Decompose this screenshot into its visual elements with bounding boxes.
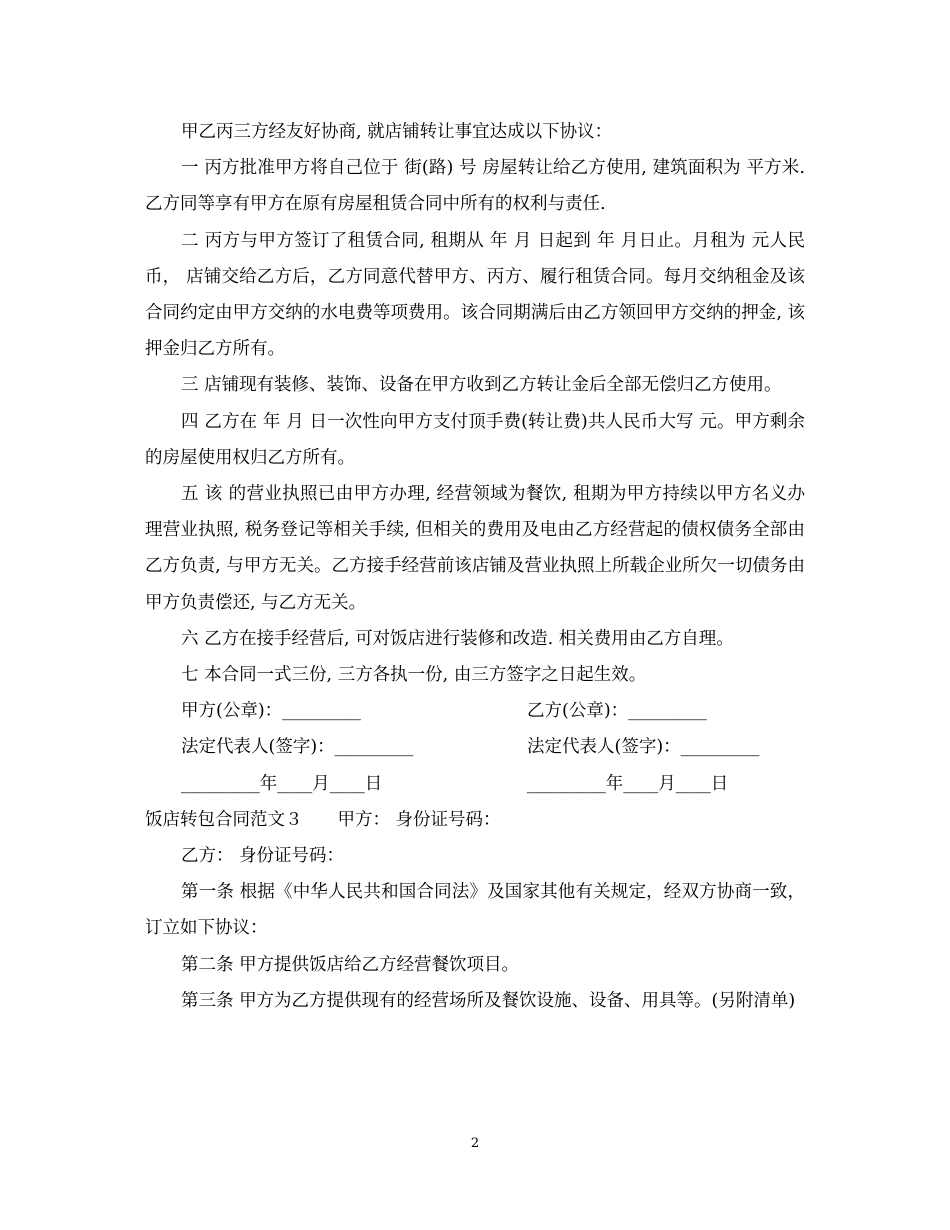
party-b-rep-field: 法定代表人(签字)：_________ [527, 737, 760, 758]
article-1: 第一条 根据《中华人民共和国合同法》及国家其他有关规定，经双方协商一致，订立如下协议： [145, 882, 805, 939]
page-number: 2 [470, 1136, 480, 1151]
signature-date-row [145, 766, 805, 802]
article-2: 第二条 甲方提供饭店给乙方经营餐饮项目。 [181, 954, 520, 975]
party-b-seal-field: 乙方(公章)：_________ [527, 701, 707, 722]
party-b-date-field: _________年____月____日 [527, 773, 729, 794]
clause-5: 五 该 的营业执照已由甲方办理, 经营领域为餐饮, 租期为甲方持续以甲方名义办理营业执照, 税务登记等相关手续, 但相关的费用及电由乙方经营起的债权债务全部由乙方负责, 与甲方无关。乙方接手经营前该店铺及营业执照上所载企业所欠一切债务由甲方负责偿还, 与乙方无关。 [145, 484, 805, 613]
clause-4: 四 乙方在 年 月 日一次性向甲方支付顶手费(转让费)共人民币大写 元。甲方剩余的房屋使用权归乙方所有。 [145, 411, 805, 468]
article-3: 第三条 甲方为乙方提供现有的经营场所及餐饮设施、设备、用具等。(另附清单) [181, 990, 796, 1011]
clause-7: 七 本合同一式三份, 三方各执一份, 由三方签字之日起生效。 [181, 665, 647, 686]
party-b-id-line: 乙方： 身份证号码： [181, 846, 345, 867]
section-3-heading: 饭店转包合同范文３ 甲方： 身份证号码： [145, 809, 501, 830]
signature-rep-row [145, 729, 805, 765]
intro-paragraph: 甲乙丙三方经友好协商, 就店铺转让事宜达成以下协议： [181, 122, 613, 142]
party-a-date-field: _________年____月____日 [181, 773, 383, 794]
party-a-seal-field: 甲方(公章)：_________ [181, 701, 361, 722]
clause-2: 二 丙方与甲方签订了租赁合同, 租期从 年 月 日起到 年 月日止。月租为 元人民币， 店铺交给乙方后，乙方同意代替甲方、丙方、履行租赁合同。每月交纳租金及该合同约定由甲方交纳的水电费等项费用。该合同期满后由乙方领回甲方交纳的押金, 该押金归乙方所有。 [145, 230, 805, 360]
party-a-rep-field: 法定代表人(签字)：_________ [181, 737, 414, 758]
signature-seal-row [145, 693, 805, 729]
clause-3: 三 店铺现有装修、装饰、设备在甲方收到乙方转让金后全部无偿归乙方使用。 [181, 375, 782, 396]
clause-1: 一 丙方批准甲方将自己位于 街(路) 号 房屋转让给乙方使用, 建筑面积为 平方米. 乙方同等享有甲方在原有房屋租赁合同中所有的权利与责任. [145, 158, 805, 215]
clause-6: 六 乙方在接手经营后, 可对饭店进行装修和改造. 相关费用由乙方自理。 [181, 628, 734, 649]
contract-body [145, 114, 805, 1019]
